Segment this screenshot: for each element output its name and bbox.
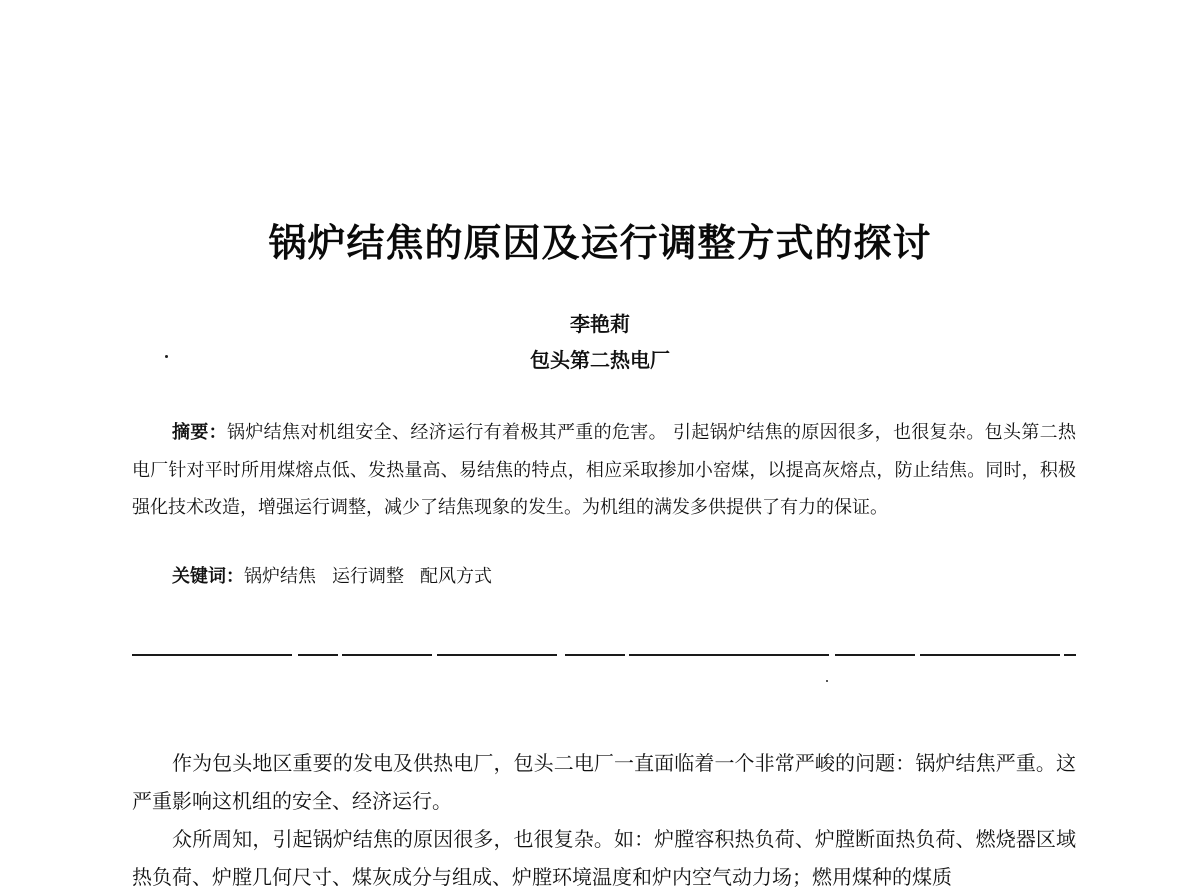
author-name: 李艳莉 xyxy=(570,312,630,336)
keyword-item: 锅炉结焦 xyxy=(244,566,316,587)
paper-title: 锅炉结焦的原因及运行调整方式的探讨 xyxy=(268,221,932,265)
keywords-line xyxy=(172,558,508,596)
body-paragraph: 众所周知，引起锅炉结焦的原因很多，也很复杂。如：炉膛容积热负荷、炉膛断面热负荷、燃烧器区域热负荷、炉膛几何尺寸、煤灰成分与组成、炉膛环境温度和炉内空气动力场；燃用煤种的煤质 xyxy=(132,827,1076,889)
keyword-item: 运行调整 xyxy=(332,566,404,587)
abstract-block xyxy=(132,414,1076,527)
body-paragraph: 作为包头地区重要的发电及供热电厂，包头二电厂一直面临着一个非常严峻的问题：锅炉结焦严重。这严重影响这机组的安全、经济运行。 xyxy=(132,751,1076,813)
body-text xyxy=(132,744,1076,896)
keywords-label: 关键词： xyxy=(172,566,244,587)
scan-speck xyxy=(826,680,828,682)
keyword-item: 配风方式 xyxy=(420,566,492,587)
abstract-label: 摘要： xyxy=(172,422,227,443)
abstract-text: 锅炉结焦对机组安全、经济运行有着极其严重的危害。 引起锅炉结焦的原因很多，也很复杂。包头第二热电厂针对平时所用煤熔点低、发热量高、易结焦的特点，相应采取掺加小窑煤，以提高灰熔点，防止结焦。同时，积极强化技术改造，增强运行调整，减少了结焦现象的发生。为机组的满发多供提供了有力的保证。 xyxy=(132,422,1077,518)
section-divider xyxy=(132,652,1076,658)
author-affiliation: 包头第二热电厂 xyxy=(530,348,670,372)
